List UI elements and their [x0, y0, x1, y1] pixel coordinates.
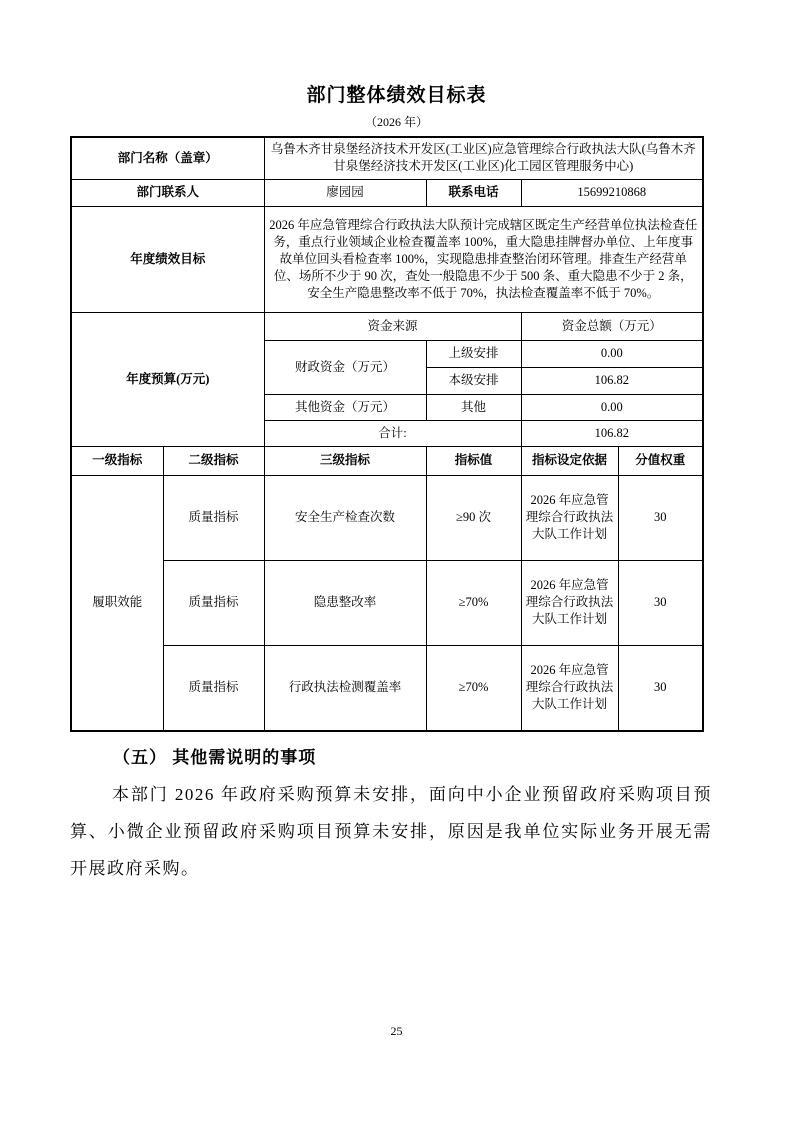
superior-arrangement-amount: 0.00 [521, 340, 703, 367]
header-level2-indicator: 二级指标 [163, 446, 264, 475]
contact-label: 部门联系人 [71, 179, 264, 206]
dept-name-value: 乌鲁木齐甘泉堡经济技术开发区(工业区)应急管理综合行政执法大队(乌鲁木齐甘泉堡经济技术开发区(工业区)化工园区管理服务中心) [264, 137, 703, 179]
other-sub-label: 其他 [426, 394, 521, 420]
indicator-row-2 [71, 560, 703, 645]
level2-cell: 质量指标 [163, 560, 264, 645]
superior-arrangement-label: 上级安排 [426, 340, 521, 367]
weight-cell: 30 [618, 645, 703, 731]
level3-cell: 行政执法检测覆盖率 [264, 645, 426, 731]
budget-label: 年度预算(万元) [71, 312, 264, 446]
own-level-arrangement-amount: 106.82 [521, 367, 703, 394]
basis-cell: 2026 年应急管理综合行政执法大队工作计划 [521, 560, 618, 645]
basis-cell: 2026 年应急管理综合行政执法大队工作计划 [521, 475, 618, 560]
phone-value: 15699210868 [521, 179, 703, 206]
contact-value: 廖园园 [264, 179, 426, 206]
own-level-arrangement-label: 本级安排 [426, 367, 521, 394]
section-paragraph: 本部门 2026 年政府采购预算未安排，面向中小企业预留政府采购项目预算、小微企业预留政府采购项目预算未安排，原因是我单位实际业务开展无需开展政府采购。 [70, 785, 712, 878]
header-indicator-basis: 指标设定依据 [521, 446, 618, 475]
dept-name-label: 部门名称（盖章） [71, 137, 264, 179]
budget-total-label: 合计: [264, 420, 521, 446]
document-title: 部门整体绩效目标表 [306, 85, 487, 106]
annual-goal-label: 年度绩效目标 [71, 206, 264, 312]
page-number: 25 [390, 1024, 403, 1038]
fiscal-funds-label: 财政资金（万元） [264, 340, 426, 394]
indicator-header-row [71, 446, 703, 475]
document-subtitle-year: （2026 年） [364, 115, 428, 129]
header-indicator-value: 指标值 [426, 446, 521, 475]
level1-indicator-value: 履职效能 [71, 475, 163, 731]
budget-header-row [71, 312, 703, 340]
basis-cell: 2026 年应急管理综合行政执法大队工作计划 [521, 645, 618, 731]
header-level1-indicator: 一级指标 [71, 446, 163, 475]
value-cell: ≥70% [426, 645, 521, 731]
indicator-row-3 [71, 645, 703, 731]
value-cell: ≥70% [426, 560, 521, 645]
header-score-weight: 分值权重 [618, 446, 703, 475]
annual-goal-row [71, 206, 703, 312]
annual-goal-text: 2026 年应急管理综合行政执法大队预计完成辖区既定生产经营单位执法检查任务，重点行业领域企业检查覆盖率 100%，重大隐患挂牌督办单位、上年度事故单位回头看检查率 100%，实现隐患排查整治闭环管理。排查生产经营单位、场所不少于 90 次，查处一般隐患不少于 500 条、重大隐患不少于 2 条，安全生产隐患整改率不低于 70%，执法检查覆盖率不低于 70%。 [264, 206, 703, 312]
contact-row [71, 179, 703, 206]
level3-cell: 隐患整改率 [264, 560, 426, 645]
level2-cell: 质量指标 [163, 475, 264, 560]
value-cell: ≥90 次 [426, 475, 521, 560]
budget-total-amount: 106.82 [521, 420, 703, 446]
dept-name-row [71, 137, 703, 179]
weight-cell: 30 [618, 560, 703, 645]
header-level3-indicator: 三级指标 [264, 446, 426, 475]
section-heading-other-matters: （五） 其他需说明的事项 [113, 748, 317, 767]
phone-label: 联系电话 [426, 179, 521, 206]
indicator-row-1 [71, 475, 703, 560]
other-funds-amount: 0.00 [521, 394, 703, 420]
funding-source-header: 资金来源 [264, 312, 521, 340]
weight-cell: 30 [618, 475, 703, 560]
performance-target-table [70, 136, 704, 732]
other-funds-label: 其他资金（万元） [264, 394, 426, 420]
funding-total-header: 资金总额（万元） [521, 312, 703, 340]
level2-cell: 质量指标 [163, 645, 264, 731]
level3-cell: 安全生产检查次数 [264, 475, 426, 560]
